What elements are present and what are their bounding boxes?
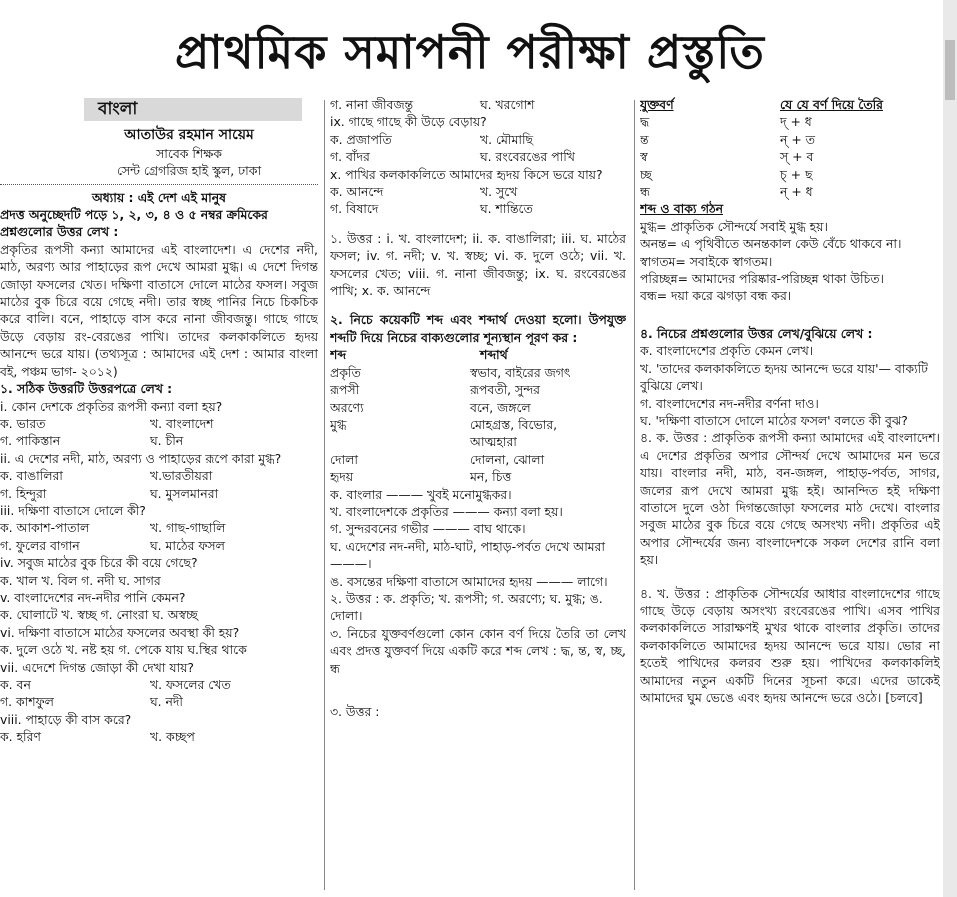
sentence-item: মুগ্ধ= প্রাকৃতিক সৌন্দর্যে সবাই মুগ্ধ হয়। <box>640 218 828 234</box>
options-row <box>330 200 626 217</box>
fill-in-item: ক. বাংলার ——— খুবই মনোমুগ্ধকর। <box>330 486 512 502</box>
option: ঘ. নদী <box>150 694 183 710</box>
sentence-item: স্বাগতম= সবাইকে স্বাগতম। <box>640 253 773 269</box>
word: মুগ্ধ <box>330 416 347 432</box>
question-line: ii. এ দেশের নদী, মাঠ, অরণ্য ও পাহাড়ের রূপে কারা মুগ্ধ? <box>0 450 282 466</box>
word-meaning: রূপবতী, সুন্দর <box>470 382 540 398</box>
options-row <box>330 131 626 148</box>
conjunct: স্ব <box>640 149 648 165</box>
option: গ. ফুলের বাগান <box>0 537 80 553</box>
question-3: ৩. নিচের যুক্তবর্ণগুলো কোন কোন বর্ণ দিয়ে তৈরি তা লেখ এবং প্রদত্ত যুক্তবর্ণ দিয়ে একটি করে শব্দ লেখ : দ্ধ, ন্ত, স্ব, চ্ছ, ন্ধ <box>330 625 626 676</box>
mcq-list <box>330 96 626 218</box>
column-2 <box>330 96 626 720</box>
divider <box>0 184 318 185</box>
conjunct-parts: স্‌ + ব <box>780 149 814 165</box>
fill-in-item: ঘ. এদেশের নদ-নদী, মাঠ-ঘাট, পাহাড়-পর্বত দেখে আমরা ———। <box>330 538 605 572</box>
word-row <box>330 416 626 433</box>
answer-4a: ৪. ক. উত্তর : প্রাকৃতিক রূপসী কন্যা আমাদের এই বাংলাদেশ। এ দেশের প্রকৃতির অপার সৌন্দর্য দেখে আমাদের মন ভরে যায়। বাংলার নদী, মাঠ, বন-জঙ্গল, পাহাড়-পর্বত, সাগর, জলের রূপ দেখে আমরা মুগ্ধ হই। আনন্দিত হই দক্ষিণা বাতাসে দুলে ওঠা দিগন্তজোড়া ফসলের মাঠ দেখে। বাংলার সবুজ মাঠের বুক চিরে বয়ে গেছে অসংখ্য নদী। প্রকৃতির এই অপার সৌন্দর্যের জন্য বাংলাদেশকে সকল দেশের রানি বলা হয়। <box>640 430 940 568</box>
options-row <box>0 728 318 745</box>
options-row <box>0 485 318 502</box>
conjunct-row <box>640 113 940 130</box>
option: গ. পাকিস্তান <box>0 433 61 449</box>
sentence-section-title: শব্দ ও বাক্য গঠন <box>640 201 723 217</box>
word-row <box>330 364 626 381</box>
conjunct-parts: দ্‌ + ধ <box>780 114 812 130</box>
conjunct-table-header <box>640 96 940 113</box>
author-name: আতাউর রহমান সায়েম <box>124 127 254 144</box>
word: দোলা <box>330 451 358 467</box>
options-row <box>0 537 318 554</box>
question-item: ক. বাংলাদেশের প্রকৃতি কেমন লেখ। <box>640 343 814 359</box>
fill-in-item: গ. সুন্দরবনের গভীর ——— বাঘ থাকে। <box>330 521 526 537</box>
question-line: vii. এদেশে দিগন্ত জোড়া কী দেখা যায়? <box>0 659 194 675</box>
options-row <box>0 467 318 484</box>
conjunct-parts: ন্‌ + ত <box>780 131 815 147</box>
option: খ. গাছ-গাছালি <box>150 520 226 536</box>
conjunct-header: যুক্তবর্ণ <box>640 97 674 112</box>
question-item: গ. বাংলাদেশের নদ-নদীর বর্ণনা দাও। <box>640 395 819 411</box>
sentence-list <box>640 218 940 305</box>
passage: প্রকৃতির রূপসী কন্যা আমাদের এই বাংলাদেশ। এ দেশের নদী, মাঠ, অরণ্য আর পাহাড়ের রূপ দেখে আমরা মুগ্ধ। এ দেশে দিগন্ত জোড়া ফসলের খেত। দক্ষিণা বাতাসে দোলে মাঠের ফসল। সবুজ মাঠের বুক চিরে বয়ে গেছে নদী। তার স্বচ্ছ পানির নিচে চিকচিক করে বালি। বনে, পাহাড়ে বাস করে নানা জীবজন্তু। গাছে গাছে উড়ে বেড়ায় রং-বেরঙের পাখি। তাদের কলকাকলিতে হৃদয় আনন্দে ভরে যায়। (তথ্যসূত্র : আমাদের এই দেশ : আমার বাংলা বই, পঞ্চম ভাগ- ২০১২) <box>0 241 318 379</box>
word-meaning: আত্মহারা <box>470 434 517 450</box>
option: ঘ. খরগোশ <box>480 97 535 112</box>
conjunct: দ্ধ <box>640 114 650 130</box>
word: প্রকৃতি <box>330 364 361 380</box>
options-row <box>0 415 318 432</box>
option: গ. নানা জীবজন্তু <box>330 97 414 112</box>
column-divider <box>324 100 325 890</box>
question-line: ix. গাছে গাছে কী উড়ে বেড়ায়? <box>330 114 487 130</box>
options-line: ক. ঘোলাটে খ. স্বচ্ছ গ. নোংরা ঘ. অস্বচ্ছ <box>0 607 198 623</box>
author-role: সাবেক শিক্ষক <box>156 145 222 161</box>
option: ক. হরিণ <box>0 729 41 745</box>
word-header: শব্দ <box>330 347 347 363</box>
fill-in-item: খ. বাংলাদেশকে প্রকৃতির ——— কন্যা বলা হয়। <box>330 503 563 519</box>
word-row <box>330 381 626 398</box>
meaning-header: শব্দার্থ <box>480 347 508 363</box>
question-line: v. বাংলাদেশের নদ-নদীর পানি কেমন? <box>0 589 186 605</box>
option: খ.ভারতীয়রা <box>150 468 213 484</box>
scrollbar[interactable] <box>943 0 957 897</box>
scrollbar-thumb[interactable] <box>945 40 955 100</box>
option: খ. সুখে <box>480 184 518 200</box>
option: ক. বন <box>0 677 31 692</box>
fill-in-list <box>330 486 626 590</box>
word-row <box>330 399 626 416</box>
word-meaning: মোহগ্রস্ত, বিভোর, <box>470 416 558 432</box>
options-row <box>330 148 626 165</box>
conjunct: চ্ছ <box>640 166 652 182</box>
options-row <box>0 519 318 536</box>
word-table-header <box>330 346 626 363</box>
word-row <box>330 451 626 468</box>
question-line: vi. দক্ষিণা বাতাসে মাঠের ফসলের অবস্থা কী হয়? <box>0 624 240 640</box>
word <box>330 433 470 450</box>
option: ক. বাঙালিরা <box>0 468 63 484</box>
question-item: ঘ. 'দক্ষিণা বাতাসে দোলে মাঠের ফসল' বলতে কী বুঝ? <box>640 412 908 428</box>
option: গ. হিন্দুরা <box>0 485 47 501</box>
chapter-title: অধ্যায় : এই দেশ এই মানুষ <box>92 189 226 205</box>
question-1-title: ১. সঠিক উত্তরটি উত্তরপত্রে লেখ : <box>0 381 173 397</box>
option: খ. কচ্ছপ <box>150 729 195 745</box>
question-4-title: ৪. নিচের প্রশ্নগুলোর উত্তর লেখ/বুঝিয়ে লেখ : <box>640 325 873 341</box>
composition-header: যে যে বর্ণ দিয়ে তৈরি <box>780 97 883 112</box>
answer-1: ১. উত্তর : i. খ. বাংলাদেশ; ii. ক. বাঙালিরা; iii. ঘ. মাঠের ফসল; iv. গ. নদী; v. খ. স্বচ্ছ; vi. ক. দুলে ওঠে; vii. খ. ফসলের খেত; viii. গ. নানা জীবজন্তু; ix. ঘ. রংবেরঙের পাখি; x. ক. আনন্দে <box>330 230 626 299</box>
options-row <box>330 183 626 200</box>
column-divider <box>634 100 635 890</box>
option: ঘ. মুসলমানরা <box>150 485 219 501</box>
answer-3: ৩. উত্তর : <box>330 704 380 719</box>
mcq-list <box>0 398 318 746</box>
word-meaning: মন, চিত্ত <box>470 469 512 485</box>
option: ক. প্রজাপতি <box>330 131 392 147</box>
answer-2: ২. উত্তর : ক. প্রকৃতি; খ. রূপসী; গ. অরণ্যে; ঘ. মুগ্ধ; ঙ. দোলা। <box>330 590 603 624</box>
question-line: x. পাখির কলকাকলিতে আমাদের হৃদয় কিসে ভরে যায়? <box>330 166 603 182</box>
instruction: প্রদত্ত অনুচ্ছেদটি পড়ে ১, ২, ৩, ৪ ও ৫ নম্বর ক্রমিকের প্রশ্নগুলোর উত্তর লেখ : <box>0 207 268 240</box>
question-line: i. কোন দেশকে প্রকৃতির রূপসী কন্যা বলা হয়? <box>0 398 223 414</box>
options-line: ক. দুলে ওঠে খ. নষ্ট হয় গ. পেকে যায় ঘ.স্থির থাকে <box>0 642 247 658</box>
question-4-list <box>640 342 940 429</box>
conjunct-row <box>640 183 940 200</box>
word-meaning: স্বভাব, বাইরের জগৎ <box>470 364 571 380</box>
options-row <box>0 676 318 693</box>
conjunct: ন্ধ <box>640 184 650 200</box>
option: খ. ফসলের খেত <box>150 677 231 692</box>
option: গ. বাঁদর <box>330 149 370 165</box>
conjunct: ন্ত <box>640 131 649 147</box>
options-row <box>330 96 626 113</box>
conjunct-table <box>640 113 940 200</box>
sentence-item: অনন্ত= এ পৃথিবীতে অনন্তকাল কেউ বেঁচে থাকবে না। <box>640 236 902 252</box>
word: অরণ্যে <box>330 399 364 415</box>
word-meaning: দোলনা, ঝোলা <box>470 451 545 467</box>
option: খ. বাংলাদেশ <box>150 415 214 431</box>
column-1 <box>0 96 318 746</box>
option: ক. আকাশ-পাতাল <box>0 520 90 536</box>
author-school: সেন্ট গ্রেগরিজ হাই স্কুল, ঢাকা <box>116 163 262 179</box>
option: ঘ. শান্তিতে <box>480 201 533 217</box>
question-line: iv. সবুজ মাঠের বুক চিরে কী বয়ে গেছে? <box>0 555 198 571</box>
options-row <box>0 432 318 449</box>
word: রূপসী <box>330 382 360 398</box>
option: ঘ. মাঠের ফসল <box>150 537 225 553</box>
question-item: খ. 'তাদের কলকাকলিতে হৃদয় আনন্দে ভরে যায়'— বাক্যটি বুঝিয়ে লেখ। <box>640 360 928 394</box>
option: গ. বিষাদে <box>330 201 379 217</box>
answer-4b: ৪. খ. উত্তর : প্রাকৃতিক সৌন্দর্যের আধার বাংলাদেশের গাছে গাছে উড়ে বেড়ায় অসংখ্য রংবেরঙের পাখি। এসব পাখির কলকাকলিতে সারাক্ষণই মুখর থাকে বাংলার প্রকৃতি। তাদের কলকাকলিতে আমাদের হৃদয় আনন্দে ভরে যায়। ভোর না হতেই পাখিদের কলরব শুরু হয়। পাখিদের কলকাকলিই আমাদের নতুন একটি দিনের সূচনা করে। এদের ডাকেই আমাদের ঘুম ভেঙে এবং হৃদয় আনন্দে ভরে ওঠে। [চলবে] <box>640 585 940 705</box>
word-row <box>330 468 626 485</box>
word-row <box>330 433 626 450</box>
conjunct-parts: ন্‌ + ধ <box>780 184 813 200</box>
question-line: viii. পাহাড়ে কী বাস করে? <box>0 711 132 727</box>
option: ঘ. চীন <box>150 433 184 449</box>
subject-label: বাংলা <box>84 98 302 121</box>
option: গ. কাশফুল <box>0 694 54 710</box>
fill-in-item: ঙ. বসন্তের দক্ষিণা বাতাসে আমাদের হৃদয় ——— লাগে। <box>330 573 608 589</box>
option: ক. ভারত <box>0 415 46 431</box>
options-row <box>0 693 318 710</box>
sentence-item: পরিচ্ছন্ন= আমাদের পরিষ্কার-পরিচ্ছন্ন থাকা উচিত। <box>640 271 884 287</box>
sentence-item: বন্ধ= দয়া করে ঝগড়া বন্ধ কর। <box>640 288 792 304</box>
option: খ. মৌমাছি <box>480 131 533 147</box>
option: ক. আনন্দে <box>330 184 384 200</box>
word-table <box>330 364 626 486</box>
option: ঘ. রংবেরঙের পাখি <box>480 149 575 165</box>
word: হৃদয় <box>330 469 354 485</box>
word-meaning: বনে, জঙ্গলে <box>470 399 531 415</box>
options-line: ক. খাল খ. বিল গ. নদী ঘ. সাগর <box>0 572 161 588</box>
conjunct-row <box>640 148 940 165</box>
page-headline: প্রাথমিক সমাপনী পরীক্ষা প্রস্তুতি <box>175 25 765 79</box>
question-line: iii. দক্ষিণা বাতাসে দোলে কী? <box>0 502 146 518</box>
conjunct-parts: চ্‌ + ছ <box>780 166 813 182</box>
conjunct-row <box>640 131 940 148</box>
conjunct-row <box>640 166 940 183</box>
question-2-title: ২. নিচে কয়েকটি শব্দ এবং শব্দার্থ দেওয়া হলো। উপযুক্ত শব্দটি দিয়ে নিচের বাক্যগুলোর শূন্যস্থান পূরণ কর : <box>330 312 626 345</box>
column-3 <box>640 96 940 706</box>
